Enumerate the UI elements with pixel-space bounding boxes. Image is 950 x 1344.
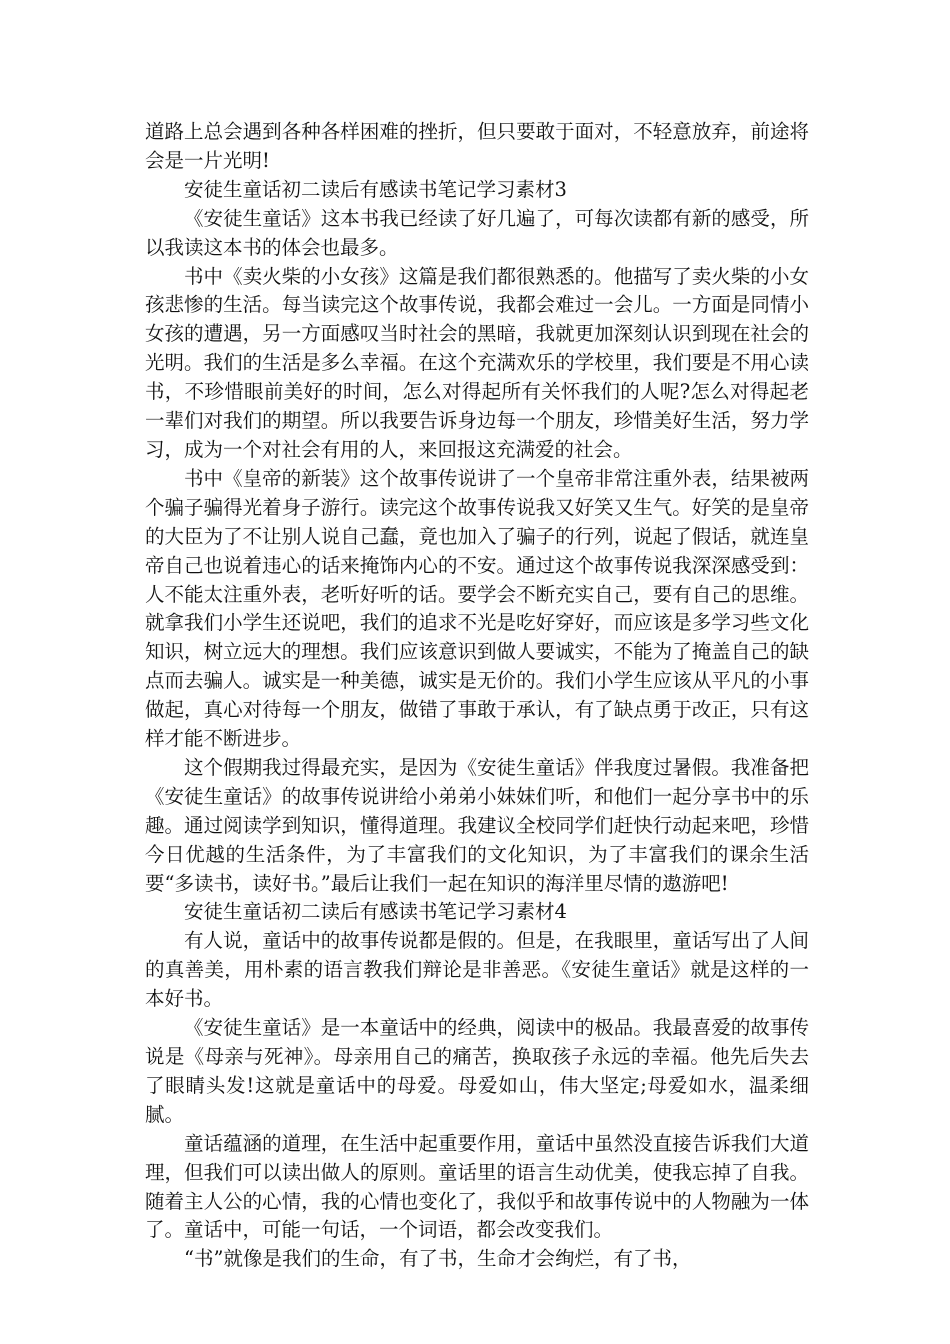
- paragraph-fairy-tale-lessons: 童话蕴涵的道理，在生活中起重要作用，童话中虽然没直接告诉我们大道理，但我们可以读出做人的原则。童话里的语言生动优美，使我忘掉了自我。随着主人公的心情，我的心情也变化了，我似乎和故事传说中的人物融为一体了。童话中，可能一句话，一个词语，都会改变我们。: [145, 1131, 809, 1242]
- paragraph-books-life: “书”就像是我们的生命，有了书，生命才会绚烂，有了书，: [184, 1247, 692, 1271]
- paragraph-intro-ending: 道路上总会遇到各种各样困难的挫折，但只要敢于面对，不轻意放弃，前途将会是一片光明!: [145, 120, 809, 172]
- paragraph-match-girl: 书中《卖火柴的小女孩》这篇是我们都很熟悉的。他描写了卖火柴的小女孩悲惨的生活。每当读完这个故事传说，我都会难过一会儿。一方面是同情小女孩的遭遇，另一方面感叹当时社会的黑暗，我就更加深刻认识到现在社会的光明。我们的生活是多么幸福。在这个充满欢乐的学校里，我们要是不用心读书，不珍惜眼前美好的时间，怎么对得起所有关怀我们的人呢?怎么对得起老一辈们对我们的期望。所以我要告诉身边每一个朋友，珍惜美好生活，努力学习，成为一个对社会有用的人，来回报这充满爱的社会。: [145, 264, 809, 461]
- paragraph-mother-and-death: 《安徒生童话》是一本童话中的经典，阅读中的极品。我最喜爱的故事传说是《母亲与死神》。母亲用自己的痛苦，换取孩子永远的幸福。他先后失去了眼睛头发!这就是童话中的母爱。母爱如山，伟大坚定;母爱如水，温柔细腻。: [145, 1016, 809, 1126]
- paragraph-emperor-clothes: 书中《皇帝的新装》这个故事传说讲了一个皇帝非常注重外表，结果被两个骗子骗得光着身子游行。读完这个故事传说我又好笑又生气。好笑的是皇帝的大臣为了不让别人说自己蠢，竟也加入了骗子的行列，说起了假话，就连皇帝自己也说着违心的话来掩饰内心的不安。通过这个故事传说我深深感受到：人不能太注重外表，老听好听的话。要学会不断充实自己，要有自己的思维。就拿我们小学生还说吧，我们的追求不光是吃好穿好，而应该是多学习些文化知识，树立远大的理想。我们应该意识到做人要诚实，不能为了掩盖自己的缺点而去骗人。诚实是一种美德，诚实是无价的。我们小学生应该从平凡的小事做起，真心对待每一个朋友，做错了事敢于承认，有了缺点勇于改正，只有这样才能不断进步。: [145, 466, 809, 751]
- section-heading-3: 安徒生童话初二读后有感读书笔记学习素材3: [184, 177, 567, 201]
- document-body: [145, 118, 809, 1274]
- section-heading-4: 安徒生童话初二读后有感读书笔记学习素材4: [184, 900, 567, 924]
- paragraph-summer-holiday: 这个假期我过得最充实，是因为《安徒生童话》伴我度过暑假。我准备把《安徒生童话》的故事传说讲给小弟弟小妹妹们听，和他们一起分享书中的乐趣。通过阅读学到知识，懂得道理。我建议全校同学们赶快行动起来吧，珍惜今日优越的生活条件，为了丰富我们的文化知识，为了丰富我们的课余生活要“多读书，读好书。”最后让我们一起在知识的海洋里尽情的遨游吧!: [145, 755, 809, 895]
- paragraph-fairy-tales-truth: 有人说，童话中的故事传说都是假的。但是，在我眼里，童话写出了人间的真善美，用朴素的语言教我们辩论是非善恶。《安徒生童话》就是这样的一本好书。: [145, 929, 809, 1011]
- paragraph-reading-feeling: 《安徒生童话》这本书我已经读了好几遍了，可每次读都有新的感受，所以我读这本书的体会也最多。: [145, 206, 809, 259]
